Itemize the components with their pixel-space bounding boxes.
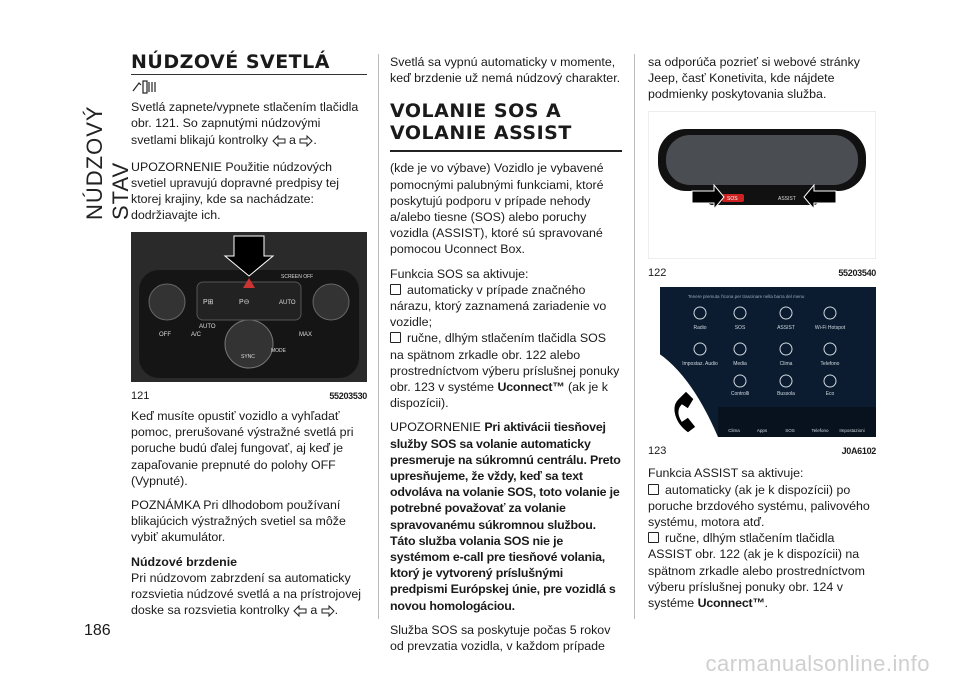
bullet-icon: [390, 332, 401, 343]
screen-bar-item: Impostazioni: [839, 428, 865, 434]
screen-item: Bussola: [777, 391, 795, 398]
screen-header: Tenere premuta l'icona per trascinare nella barra del menu: [688, 294, 805, 300]
hazard-symbol-icon: [131, 79, 367, 97]
text: automaticky (ak je k dispozícii) po poruche brzdového systému, palivového systému, motora atď.: [648, 482, 870, 530]
paragraph: [131, 570, 367, 622]
text: Svetlá zapnete/vypnete stlačením tlačidla obr. 121. So zapnutými núdzovými svetlami blikajú kontrolky: [131, 100, 359, 147]
paragraph: [131, 99, 367, 151]
paragraph: sa odporúča pozrieť si webové stránky Jeep, časť Konetivita, kde nájdete podmienky poskytovania služba.: [648, 55, 860, 102]
screen-item: Impostaz. Audio: [682, 361, 718, 368]
text: a: [310, 603, 318, 618]
screen-bar-item: SOS: [785, 428, 795, 434]
figure-number: 123: [648, 445, 667, 458]
text: ručne, dlhým stlačením tlačidla SOS na spätnom zrkadle obr. 122 alebo prostredníctvom výberu príslušnej ponuky obr. 123 v systéme: [390, 331, 620, 395]
screen-bar-item: Clima: [728, 428, 740, 434]
paragraph: Funkcia SOS sa aktivuje:: [390, 266, 529, 281]
sub-heading-emergency-braking: Núdzové brzdenie: [131, 554, 238, 569]
watermark: carmanualsonline.info: [705, 651, 930, 676]
list-item: [648, 482, 876, 531]
section-heading-sos-assist: VOLANIE SOS A VOLANIE ASSIST: [390, 100, 572, 145]
screen-bar-item: Telefono: [811, 428, 829, 434]
figure-caption: [648, 443, 876, 459]
panel-label: MODE: [271, 347, 286, 354]
paragraph: Služba SOS sa poskytuje počas 5 rokov od prevzatia vozidla, v každom prípade: [390, 622, 611, 654]
column-divider: [378, 54, 379, 619]
bullet-icon: [390, 284, 401, 295]
column-2: [390, 54, 622, 662]
panel-label: P⊞: [203, 298, 214, 306]
text: Pri núdzovom zabrzdení sa automaticky rozsvietia núdzové svetlá a na prístrojovej doske sa rozsvietia kontrolky: [131, 570, 362, 618]
text: .: [334, 603, 339, 618]
figure-code: 55203530: [329, 390, 367, 401]
screen-item: Radio: [693, 325, 707, 332]
column-3: [648, 54, 876, 611]
heading-rule: [131, 74, 367, 75]
paragraph-warning: [390, 419, 622, 613]
screen-item: ASSIST: [777, 325, 795, 332]
rearview-mirror-image: [648, 111, 876, 259]
text: (ak je k dispozícii).: [390, 380, 608, 411]
paragraph: Keď musíte opustiť vozidlo a vyhľadať pomoc, prerušované výstražné svetlá pri poruche budú ďalej fungovať, aj keď je zapaľovanie prepnuté do polohy OFF (Vypnuté).: [131, 409, 354, 488]
text: ručne, dlhým stlačením tlačidla ASSIST obr. 122 (ak je k dispozícii) na spätnom zrkadle alebo prostredníctvom výberu príslušnej ponuky obr. 124 v systéme: [648, 531, 865, 611]
list-item: [390, 282, 622, 331]
warning-text: Pri aktivácii tiesňovej služby SOS sa volanie automaticky presmeruje na súkromnú centrálu. Preto upresňujeme, že vždy, keď sa text odvoláva na volanie SOS, toto volanie je potrebné považovať za volanie spravovanému súkromnou službou. Táto služba volania SOS nie je systémom e-call pre tiesňové volania, ktorý je vytvorený príslušnými predpismi Európskej únie, pre vozidlá s novou homologáciou.: [390, 420, 621, 613]
panel-label: MAX: [299, 331, 313, 338]
panel-label: OFF: [159, 331, 171, 338]
page-number: 186: [84, 622, 111, 639]
paragraph-warning: UPOZORNENIE Použitie núdzových svetiel upravujú dopravné predpisy tej ktorej krajiny, kde sa nachádzate: dodržiavajte ich.: [131, 159, 340, 223]
heading-rule: [390, 150, 622, 152]
bullet-icon: [648, 484, 659, 495]
panel-label: AUTO: [199, 323, 216, 330]
column-1: [131, 51, 367, 629]
right-turn-arrow-icon: [321, 605, 335, 621]
text: a: [288, 132, 296, 147]
column-divider: [634, 54, 635, 619]
screen-item: Wi-Fi Hotspot: [814, 325, 846, 332]
text: automaticky v prípade značného nárazu, ktorý zaznamená zariadenie vo vozidle;: [390, 282, 607, 330]
left-turn-arrow-icon: [293, 605, 307, 621]
figure-number: 122: [648, 266, 667, 279]
right-turn-arrow-icon: [299, 135, 313, 151]
paragraph: Funkcia ASSIST sa aktivuje:: [648, 466, 804, 481]
list-item: [648, 530, 876, 611]
mirror-assist-label: ASSIST: [778, 195, 796, 202]
paragraph: (kde je vo výbave) Vozidlo je vybavené pomocnými palubnými funkciami, ktoré poskytujú podporu v prípade nehody a/alebo tiesne (SOS) alebo poruchy vozidla (ASSIST), ktoré sú spravované pomocou Uconnect Box.: [390, 161, 604, 257]
section-heading-hazard-lights: NÚDZOVÉ SVETLÁ: [131, 51, 330, 73]
warning-label: UPOZORNENIE: [390, 420, 481, 435]
figure-code: J0A6102: [841, 446, 876, 457]
uconnect-screen-image: [648, 287, 876, 437]
bullet-icon: [648, 532, 659, 543]
figure-121: [131, 232, 367, 404]
panel-label: P⊝: [239, 298, 250, 306]
screen-item: SOS: [734, 325, 746, 332]
text: .: [313, 132, 317, 147]
panel-label: SCREEN OFF: [281, 273, 314, 280]
hazard-button-panel-image: [131, 232, 367, 382]
panel-label: SYNC: [241, 353, 255, 360]
figure-122: [648, 111, 876, 281]
panel-label: AUTO: [279, 299, 296, 306]
paragraph-note: POZNÁMKA Pri dlhodobom používaní blikajúcich výstražných svetiel sa môže vybiť akumulátor.: [131, 498, 346, 545]
figure-caption: [131, 388, 367, 404]
screen-item: Media: [733, 361, 747, 368]
figure-123: [648, 287, 876, 459]
mirror-sos-label: SOS: [727, 195, 738, 202]
figure-code: 55203540: [838, 267, 876, 278]
chapter-side-title: NÚDZOVÝ STAV: [82, 105, 133, 220]
paragraph: Svetlá sa vypnú automaticky v momente, keď brzdenie už nemá núdzový charakter.: [390, 55, 621, 86]
text: .: [764, 596, 769, 611]
figure-number: 121: [131, 389, 150, 402]
screen-bar-item: Apps: [756, 428, 768, 434]
figure-caption: [648, 265, 876, 281]
panel-label: A/C: [191, 331, 202, 338]
brand-text: Uconnect™: [697, 596, 765, 611]
screen-item: Telefono: [820, 361, 840, 368]
screen-item: Clima: [779, 361, 793, 368]
list-item: [390, 330, 622, 411]
brand-text: Uconnect™: [497, 380, 565, 395]
screen-item: Eco: [825, 391, 835, 398]
left-turn-arrow-icon: [272, 135, 286, 151]
screen-item: Controlli: [730, 391, 750, 398]
